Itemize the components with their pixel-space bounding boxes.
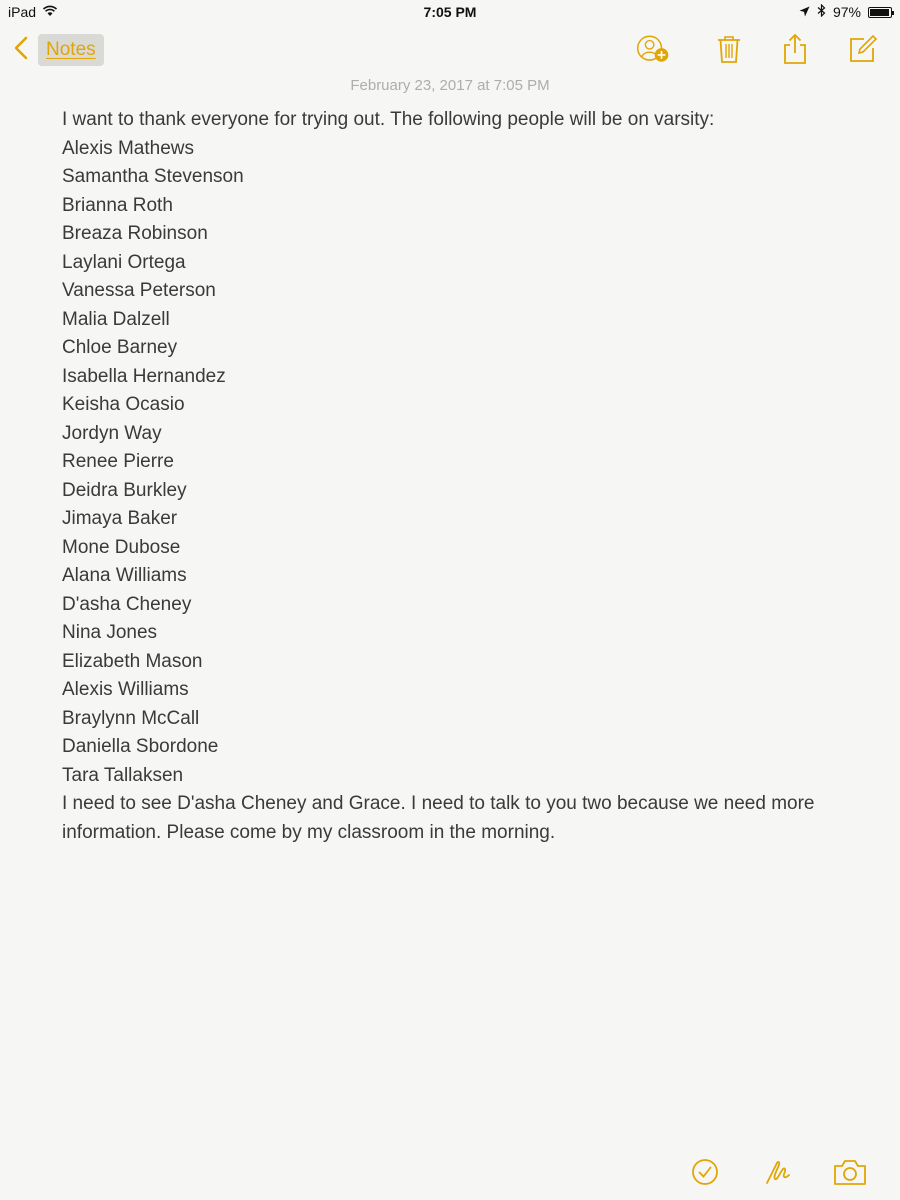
- note-date: February 23, 2017 at 7:05 PM: [350, 77, 550, 94]
- roster-name: Tara Tallaksen: [62, 764, 184, 786]
- bottom-toolbar: [0, 1148, 900, 1200]
- roster-name: Alana Williams: [62, 565, 187, 586]
- roster-name: Deidra Burkley: [62, 479, 187, 501]
- roster-name: Keisha Ocasio: [62, 394, 185, 415]
- checklist-icon[interactable]: [687, 1154, 723, 1190]
- roster-name: Malia Dalzell: [62, 308, 170, 330]
- roster-name: Elizabeth Mason: [62, 650, 203, 672]
- roster-name: Laylani Ortega: [62, 251, 186, 273]
- roster-name: Alexis Williams: [62, 679, 189, 700]
- add-people-icon[interactable]: [636, 32, 670, 66]
- roster-name: Jimaya Baker: [62, 508, 178, 529]
- nav-bar: [0, 26, 900, 74]
- bluetooth-icon: [817, 4, 826, 20]
- share-icon[interactable]: [778, 32, 812, 66]
- roster-name: Mone Dubose: [62, 536, 181, 558]
- roster-name: Nina Jones: [62, 622, 158, 643]
- camera-icon[interactable]: [832, 1154, 868, 1190]
- compose-icon[interactable]: [846, 32, 880, 66]
- note-body[interactable]: [62, 106, 860, 847]
- battery-icon: [868, 7, 892, 18]
- location-icon: [799, 4, 810, 20]
- status-bar: [0, 0, 900, 26]
- device-name: iPad: [8, 4, 37, 20]
- battery-level: [870, 9, 889, 16]
- back-label[interactable]: Notes: [38, 34, 104, 66]
- roster-name: Vanessa Peterson: [62, 280, 216, 301]
- status-time: 7:05 PM: [423, 4, 477, 20]
- back-button[interactable]: [14, 34, 104, 66]
- sketch-icon[interactable]: [760, 1154, 796, 1190]
- roster-name: Chloe Barney: [62, 337, 178, 358]
- roster-name: D'asha Cheney: [62, 593, 192, 615]
- note-intro: I want to thank everyone for trying out. The following people will be on varsity:: [62, 109, 715, 130]
- battery-percent: 97%: [832, 4, 861, 20]
- chevron-left-icon: [14, 36, 28, 65]
- roster-name: Jordyn Way: [62, 422, 162, 444]
- roster-name: Daniella Sbordone: [62, 736, 219, 757]
- roster-name: Isabella Hernandez: [62, 365, 226, 387]
- roster-name: Brianna Roth: [62, 194, 173, 216]
- roster-name: Samantha Stevenson: [62, 166, 244, 187]
- trash-icon[interactable]: [712, 32, 746, 66]
- roster-name: Alexis Mathews: [62, 137, 194, 159]
- roster-name: Breaza Robinson: [62, 223, 208, 244]
- roster-list: [62, 135, 860, 791]
- roster-name: Renee Pierre: [62, 451, 174, 472]
- note-closing: I need to see D'asha Cheney and Grace. I need to talk to you two because we need more information. Please come by my classroom in the morning.: [62, 793, 815, 843]
- roster-name: Braylynn McCall: [62, 707, 200, 729]
